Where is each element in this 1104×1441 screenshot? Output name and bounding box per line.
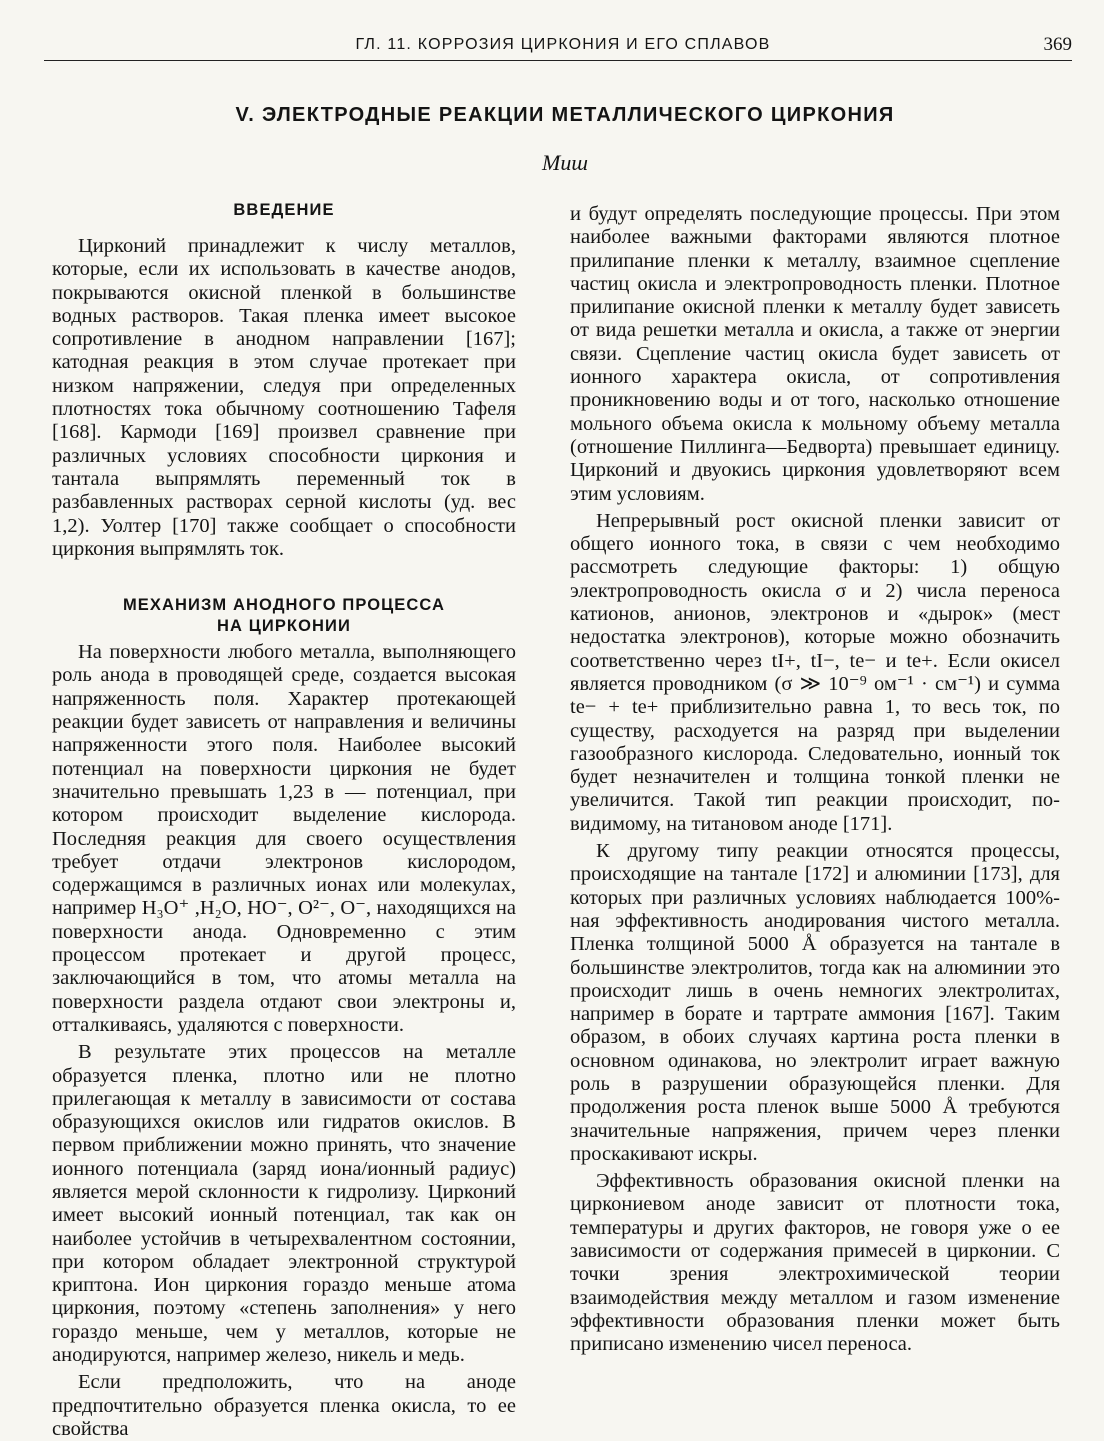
ionic-current-paragraph: Непрерывный рост окисной пленки зависит от общего ионного тока, в связи с чем необходимо рассмотреть следующие факторы: 1) общую электропроводность окисла σ и 2) числа переноса катионов, анионов, электронов и «дырок» (мест недостатка электронов), которые можно обозначить соответственно через tI+, tI−, te− и te+. Если окисел является проводником (σ ≫ 10⁻⁹ ом⁻¹ · см⁻¹) и сумма te− + te+ приблизительно равна 1, то весь ток, по существу, расходуется на разряд при выделении газообразного кислорода. Следовательно, ионный ток будет незначителен и толщина тонкой пленки не увеличится. Такой тип реакции происходит, по-видимому, на титановом аноде [171]. — [570, 509, 1060, 835]
film-efficiency-paragraph: Эффективность образования окисной пленки на циркониевом аноде зависит от плотности тока, температуры и других факторов, не говоря уже о ее зависимости от содержания примесей в цирконии. С точки зрения электрохимической теории взаимодействия между металлом и газом изменение эффективности образования пленки может быть приписано изменению чисел переноса. — [570, 1170, 1060, 1356]
mechanism-paragraph-1: На поверхности любого металла, выполняющего роль анода в проводящей среде, создается высокая напряженность поля. Характер протекающей реакции будет зависеть от направления и величины напряженности этого поля. Наиболее высокий потенциал на поверхности циркония не будет значительно превышать 1,23 в — потенциал, при котором происходит выделение кислорода. Последняя реакция для своего осуществления требует отдачи электронов кислородом, содержащимся в различных ионах или молекулах, например H₃O⁺ ,H₂O, HO⁻, O²⁻, O⁻, находящихся на поверхности анода. Одновременно с этим процессом протекает и другой процесс, заключающийся в том, что атомы металла на поверхности раздела отдают свои электроны и, отталкиваясь, удаляются с поверхности. — [52, 641, 516, 1036]
intro-heading: ВВЕДЕНИЕ — [233, 201, 335, 219]
header-rule — [44, 60, 1072, 61]
mechanism-paragraph-2: В результате этих процессов на металле образуется пленка, плотно или не плотно прилегающая к металлу в зависимости от состава образующихся окислов или гидратов окислов. В первом приближении можно принять, что значение ионного потенциала (заряд иона/ионный радиус) является мерой склонности к гидролизу. Цирконий имеет высокий ионный потенциал, так как он наиболее устойчив в четырехвалентном состоянии, при котором обладает электронной структурой криптона. Ион циркония гораздо меньше атома циркония, поэтому «степень заполнения» у него гораздо меньше, чем у металлов, которые не анодируются, например железо, никель и медь. — [52, 1041, 516, 1367]
mechanism-heading-line-1: МЕХАНИЗМ АНОДНОГО ПРОЦЕССА — [122, 596, 446, 615]
mechanism-paragraph-3: Если предположить, что на аноде предпочтительно образуется пленка окисла, то ее свойства — [52, 1371, 516, 1440]
left-column — [52, 198, 516, 1441]
author-name: Миш — [542, 150, 588, 175]
right-column — [570, 203, 1060, 1357]
page-number: 369 — [1043, 34, 1072, 55]
tantalum-aluminum-paragraph: К другому типу реакции относятся процессы, происходящие на тантале [172] и алюминии [173], для которых при различных условиях наблюдается 100%-ная эффективность анодирования чистого металла. Пленка толщиной 5000 Å образуется на тантале в большинстве электролитов, тогда как на алюминии это происходит лишь в очень немногих электролитах, например в борате и тартрате аммония [167]. Таким образом, в обоих случаях картина роста пленки в основном одинакова, но электролит играет важную роль в разрушении образующейся пленки. Для продолжения роста пленок выше 5000 Å требуются значительные напряжения, причем через пленки проскакивают искры. — [570, 840, 1060, 1165]
mechanism-heading-line-2: НА ЦИРКОНИИ — [217, 617, 351, 636]
running-title: ГЛ. 11. КОРРОЗИЯ ЦИРКОНИЯ И ЕГО СПЛАВОВ — [355, 36, 771, 53]
running-header — [48, 34, 1078, 60]
intro-paragraph: Цирконий принадлежит к числу металлов, которые, если их использовать в качестве анодов, покрываются окисной пленкой в большинстве водных растворов. Такая пленка имеет высокое сопротивление в анодном направлении [167]; катодная реакция в этом случае протекает при низком напряжении, следуя при определенных плотностях тока обычному соотношению Тафеля [168]. Кармоди [169] произвел сравнение при различных условиях способности циркония и тантала выпрямлять переменный ток в разбавленных растворах серной кислоты (уд. вес 1,2). Уолтер [170] также сообщает о способности циркония выпрямлять ток. — [52, 235, 516, 560]
mechanism-heading — [52, 595, 516, 637]
chapter-title: V. ЭЛЕКТРОДНЫЕ РЕАКЦИИ МЕТАЛЛИЧЕСКОГО ЦИРКОНИЯ — [235, 104, 895, 126]
continued-paragraph: и будут определять последующие процессы. При этом наиболее важными факторами являются плотное прилипание пленки к металлу, взаимное сцепление частиц окисла и электропроводность пленки. Плотное прилипание окисной пленки к металлу будет зависеть от вида решетки металла и окисла, а также от энергии связи. Сцепление частиц окисла будет зависеть от ионного характера окисла, от сопротивления проникновению воды и от того, насколько отношение мольного объема окисла к мольному объему металла (отношение Пиллинга—Бедворта) превышает единицу. Цирконий и двуокись циркония удовлетворяют всем этим условиям. — [570, 203, 1060, 505]
